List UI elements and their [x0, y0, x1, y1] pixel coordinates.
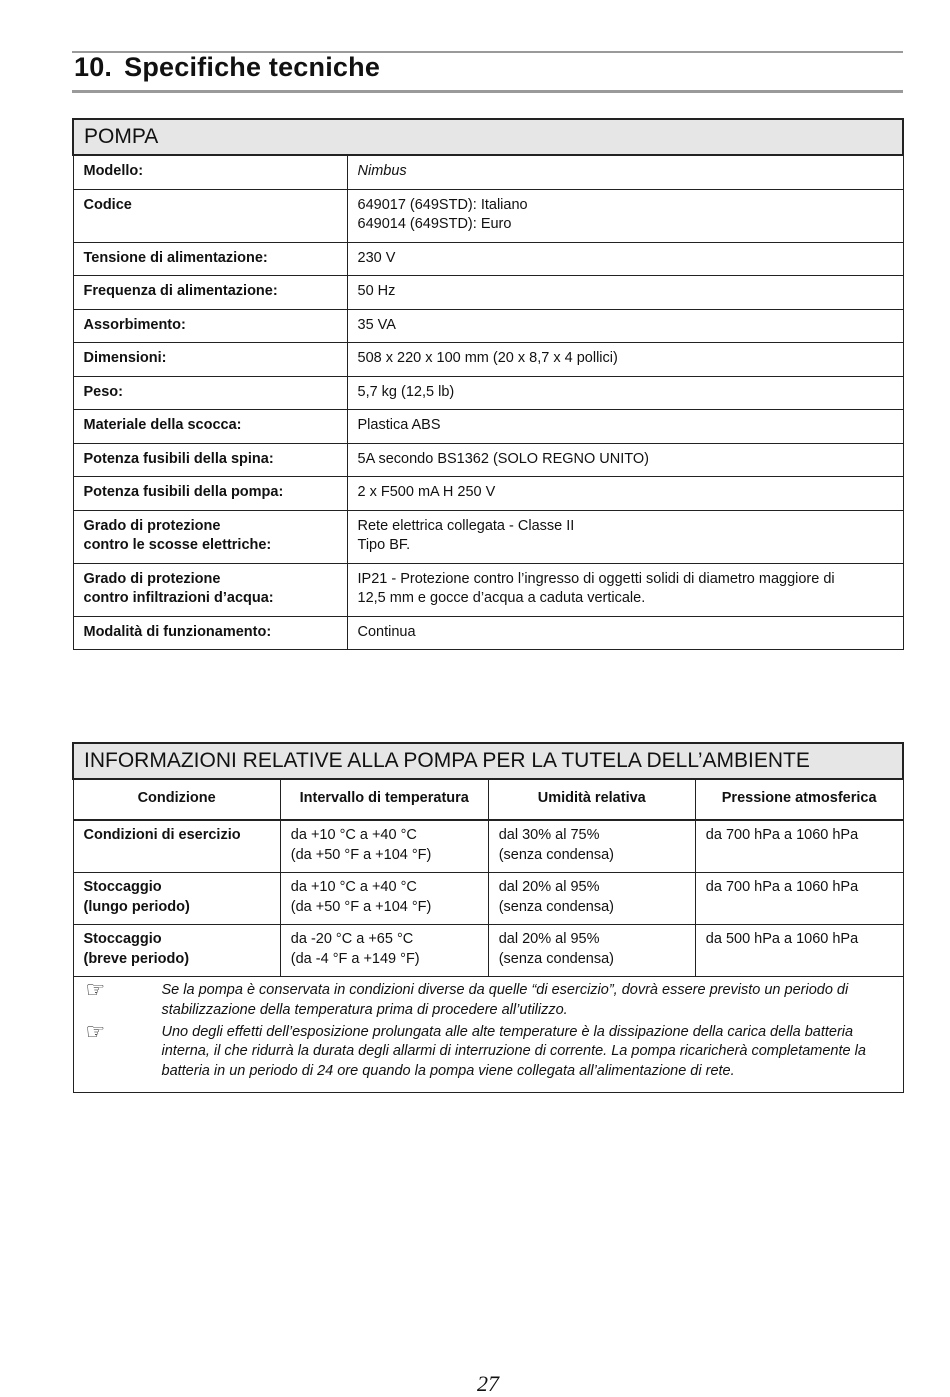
spec-label: Assorbimento:	[73, 309, 347, 343]
env-column-header: Condizione	[73, 779, 280, 820]
spec-value: Nimbus	[347, 155, 903, 189]
pompa-table-body	[73, 155, 903, 650]
env-table-body	[73, 820, 903, 1092]
env-condition-cell: Condizioni di esercizio	[73, 820, 280, 873]
pompa-spec-row	[73, 343, 903, 377]
env-row	[73, 925, 903, 977]
env-notes-cell	[73, 977, 903, 1093]
spec-label: Peso:	[73, 376, 347, 410]
spec-label: Tensione di alimentazione:	[73, 242, 347, 276]
spec-value: 2 x F500 mA H 250 V	[347, 477, 903, 511]
env-value-cell: da +10 °C a +40 °C (da +50 °F a +104 °F)	[280, 820, 488, 873]
pompa-spec-row	[73, 276, 903, 310]
spec-value: 649017 (649STD): Italiano 649014 (649STD): Euro	[347, 189, 903, 242]
env-value-cell: da +10 °C a +40 °C (da +50 °F a +104 °F)	[280, 873, 488, 925]
spec-value: Rete elettrica collegata - Classe II Tipo BF.	[347, 510, 903, 563]
page-title	[74, 52, 380, 83]
spec-value: 35 VA	[347, 309, 903, 343]
spec-value: 5,7 kg (12,5 lb)	[347, 376, 903, 410]
spec-label: Modalità di funzionamento:	[73, 616, 347, 650]
page-number: 27	[477, 1371, 499, 1396]
pompa-spec-row	[73, 510, 903, 563]
spec-label: Grado di protezione contro infiltrazioni d’acqua:	[73, 563, 347, 616]
spec-label: Modello:	[73, 155, 347, 189]
env-column-header: Pressione atmosferica	[695, 779, 903, 820]
pompa-table-title: POMPA	[73, 119, 903, 155]
pompa-spec-row	[73, 309, 903, 343]
spec-value: 50 Hz	[347, 276, 903, 310]
env-column-header: Intervallo di temperatura	[280, 779, 488, 820]
env-value-cell: dal 30% al 75% (senza condensa)	[488, 820, 695, 873]
spec-label: Potenza fusibili della spina:	[73, 443, 347, 477]
pompa-spec-row	[73, 563, 903, 616]
pointing-hand-icon: ☞	[85, 977, 106, 1002]
env-value-cell: da -20 °C a +65 °C (da -4 °F a +149 °F)	[280, 925, 488, 977]
section-title: Specifiche tecniche	[124, 52, 381, 82]
env-value-cell: dal 20% al 95% (senza condensa)	[488, 925, 695, 977]
pompa-spec-row	[73, 242, 903, 276]
env-value-cell: dal 20% al 95% (senza condensa)	[488, 873, 695, 925]
spec-value: Plastica ABS	[347, 410, 903, 444]
environment-info-table	[72, 742, 904, 1093]
env-column-headers	[73, 779, 903, 820]
spec-value: 230 V	[347, 242, 903, 276]
pompa-spec-row	[73, 376, 903, 410]
spec-label: Grado di protezione contro le scosse elettriche:	[73, 510, 347, 563]
note	[84, 977, 893, 1021]
pompa-spec-row	[73, 443, 903, 477]
pompa-spec-row	[73, 155, 903, 189]
pompa-spec-row	[73, 477, 903, 511]
pompa-spec-table	[72, 118, 904, 650]
pointing-hand-icon: ☞	[85, 1018, 106, 1044]
env-column-header: Umidità relativa	[488, 779, 695, 820]
note-text: Uno degli effetti dell’esposizione prolungata alle alte temperature è la dissipazione della carica della batteria interna, il che ridurrà la durata degli allarmi di interruzione di corrente. La pompa ricaricherà completamente la batteria in un periodo di 24 ore quando la pompa viene collegata all’alimentazione di rete.	[161, 1023, 866, 1080]
note-text: Se la pompa è conservata in condizioni diverse da quelle “di esercizio”, dovrà essere previsto un periodo di stabilizzazione della temperatura prima di procedere all’utilizzo.	[161, 982, 849, 1018]
pompa-spec-row	[73, 410, 903, 444]
env-notes-row	[73, 977, 903, 1093]
spec-label: Potenza fusibili della pompa:	[73, 477, 347, 511]
spec-value: 508 x 220 x 100 mm (20 x 8,7 x 4 pollici)	[347, 343, 903, 377]
spec-label: Materiale della scocca:	[73, 410, 347, 444]
note	[84, 1018, 893, 1082]
spec-label: Codice	[73, 189, 347, 242]
pompa-spec-row	[73, 616, 903, 650]
env-value-cell: da 700 hPa a 1060 hPa	[695, 873, 903, 925]
spec-value: IP21 - Protezione contro l’ingresso di oggetti solidi di diametro maggiore di 12,5 mm e gocce d’acqua a caduta verticale.	[347, 563, 903, 616]
env-condition-cell: Stoccaggio (lungo periodo)	[73, 873, 280, 925]
section-number: 10.	[74, 52, 113, 82]
pompa-spec-row	[73, 189, 903, 242]
spec-value: Continua	[347, 616, 903, 650]
spec-label: Dimensioni:	[73, 343, 347, 377]
env-row	[73, 820, 903, 873]
env-table-title: INFORMAZIONI RELATIVE ALLA POMPA PER LA TUTELA DELL’AMBIENTE	[73, 743, 903, 779]
spec-value: 5A secondo BS1362 (SOLO REGNO UNITO)	[347, 443, 903, 477]
env-value-cell: da 500 hPa a 1060 hPa	[695, 925, 903, 977]
title-bottom-rule	[72, 90, 903, 93]
env-row	[73, 873, 903, 925]
env-condition-cell: Stoccaggio (breve periodo)	[73, 925, 280, 977]
env-value-cell: da 700 hPa a 1060 hPa	[695, 820, 903, 873]
spec-label: Frequenza di alimentazione:	[73, 276, 347, 310]
